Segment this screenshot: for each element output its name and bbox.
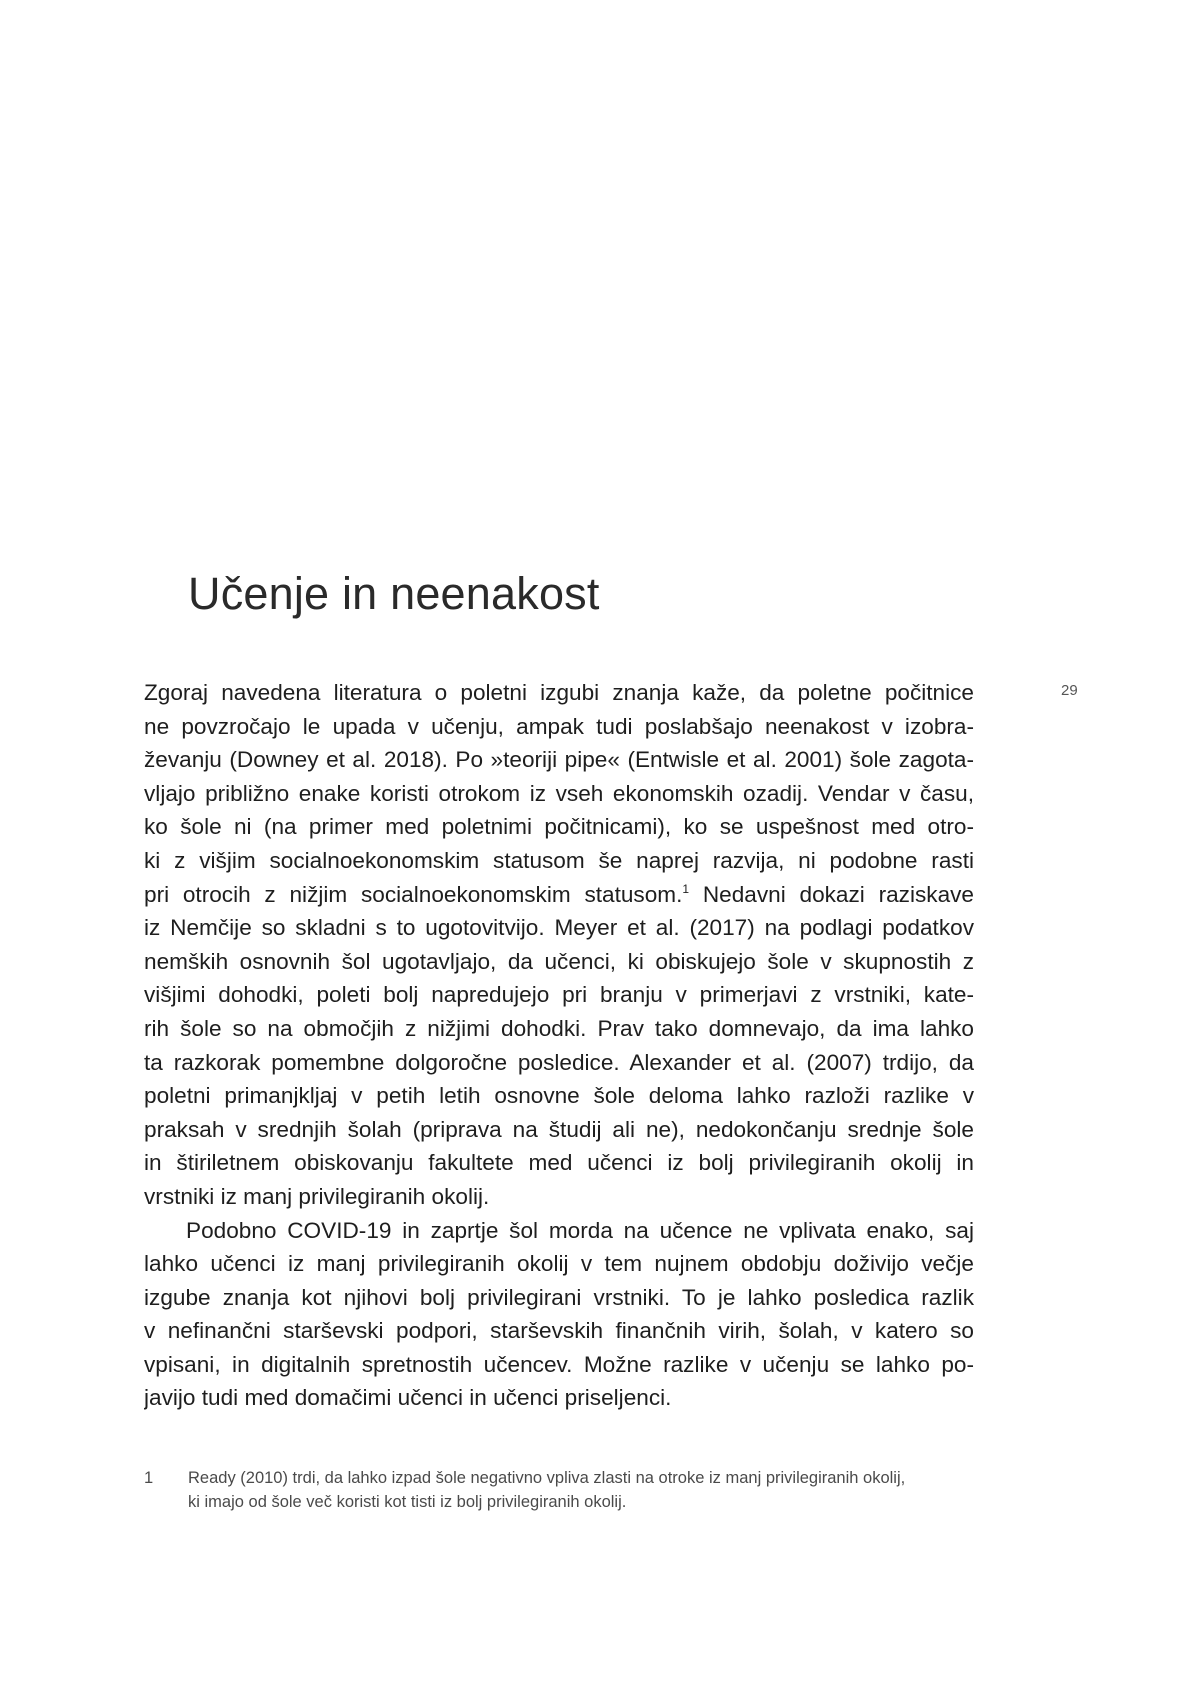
text-line: ta razkorak pomembne dolgoročne posledice. Alexander et al. (2007) trdijo, da [144,1049,974,1075]
text-line: v nefinančni starševski podpori, starševskih finančnih virih, šolah, v katero so [144,1318,974,1344]
text-line: lahko učenci iz manj privilegiranih okolij v tem nujnem obdobju doživijo večje [144,1251,974,1277]
page-number: 29 [1061,682,1078,699]
text-line: ževanju (Downey et al. 2018). Po »teoriji pipe« (Entwisle et al. 2001) šole zagota- [144,747,974,773]
text-line: Zgoraj navedena literatura o poletni izgubi znanja kaže, da poletne počitnice [144,680,974,705]
text-line: ne povzročajo le upada v učenju, ampak tudi poslabšajo neenakost v izobra- [144,713,974,739]
text-line: višjimi dohodki, poleti bolj napredujejo pri branju v primerjavi z vrstniki, kate- [144,982,974,1008]
text-line-with-footnote [144,878,974,912]
text-line: poletni primanjkljaj v petih letih osnovne šole deloma lahko razloži razlike v [144,1083,974,1109]
text-line: ko šole ni (na primer med poletnimi počitnicami), ko se uspešnost med otro- [144,814,974,840]
text-line: in štiriletnem obiskovanju fakultete med učenci iz bolj privilegiranih okolij in [144,1150,974,1176]
footnote-line: ki imajo od šole več koristi kot tisti iz bolj privilegiranih okolij. [188,1492,627,1511]
text-segment: Nedavni dokazi raziskave [689,881,974,907]
chapter-title: Učenje in neenakost [188,568,600,619]
text-line: rih šole so na območjih z nižjimi dohodki. Prav tako domnevajo, da ima lahko [144,1015,974,1041]
text-line: Podobno COVID-19 in zaprtje šol morda na učence ne vplivata enako, saj [186,1217,974,1243]
footnote-text [188,1467,974,1514]
body-text [144,676,974,1415]
text-line: iz Nemčije so skladni s to ugotovitvijo. Meyer et al. (2017) na podlagi podatkov [144,915,974,941]
text-line: vpisani, in digitalnih spretnostih učencev. Možne razlike v učenju se lahko po- [144,1351,974,1377]
paragraph-2 [144,1214,974,1416]
footnote-line: Ready (2010) trdi, da lahko izpad šole negativno vpliva zlasti na otroke iz manj privilegiranih okolij, [188,1469,906,1487]
text-line: javijo tudi med domačimi učenci in učenci priseljenci. [144,1385,672,1411]
text-line: izgube znanja kot njihovi bolj privilegirani vrstniki. To je lahko posledica razlik [144,1284,974,1310]
text-segment: pri otrocih z nižjim socialnoekonomskim statusom. [144,881,683,907]
footnote-reference[interactable]: 1 [682,881,690,896]
text-line: vrstniki iz manj privilegiranih okolij. [144,1183,490,1209]
text-line: ki z višjim socialnoekonomskim statusom še naprej razvija, ni podobne rasti [144,847,974,873]
text-line: praksah v srednjih šolah (priprava na študij ali ne), nedokončanju srednje šole [144,1116,974,1142]
footnote-number: 1 [144,1469,154,1487]
text-line: vljajo približno enake koristi otrokom iz vseh ekonomskih ozadij. Vendar v času, [144,780,974,806]
text-line: nemških osnovnih šol ugotavljajo, da učenci, ki obiskujejo šole v skupnostih z [144,948,974,974]
paragraph-1 [144,676,974,1214]
